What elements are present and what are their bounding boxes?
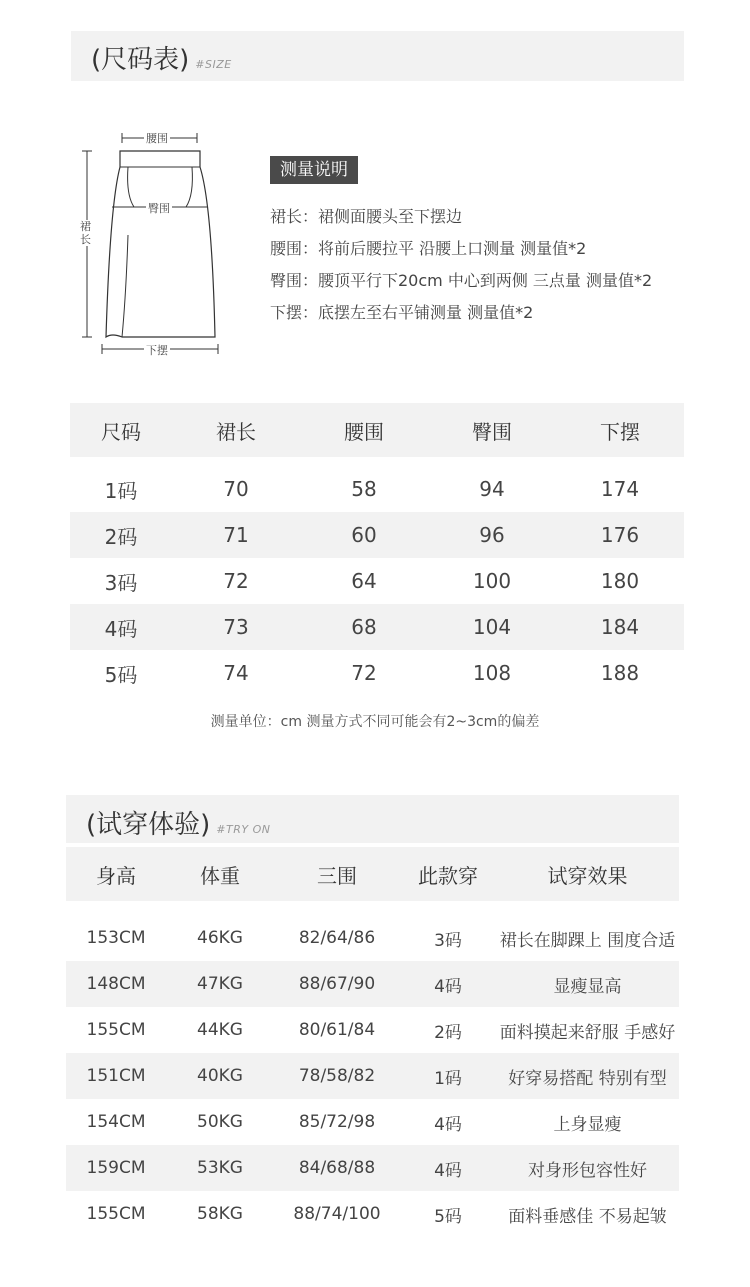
size-cell: 70	[223, 477, 249, 501]
table-row	[70, 650, 684, 696]
size-cell: 96	[479, 523, 505, 547]
tryon-cell: 85/72/98	[298, 1112, 376, 1132]
tryon-cell: 78/58/82	[298, 1066, 376, 1086]
tryon-cell: 40KG	[197, 1066, 243, 1086]
size-header-cell: 下摆	[600, 419, 640, 444]
diagram-label-waist: 腰围	[146, 132, 168, 145]
tryon-cell: 80/61/84	[298, 1020, 376, 1040]
tryon-cell: 151CM	[86, 1066, 146, 1086]
size-cell: 174	[600, 477, 640, 501]
measure-unit-note: 测量单位：cm 测量方式不同可能会有2~3cm的偏差	[210, 714, 540, 730]
size-section-header	[71, 31, 684, 81]
size-section-title: (尺码表)	[91, 45, 190, 75]
measure-item-waist: 腰围：将前后腰拉平 沿腰上口测量 测量值*2	[270, 239, 587, 258]
tryon-cell: 5码	[434, 1206, 462, 1227]
tryon-cell: 153CM	[86, 928, 146, 948]
tryon-cell: 82/64/86	[298, 928, 376, 948]
measure-item-hem: 下摆：底摆左至右平铺测量 测量值*2	[270, 303, 534, 322]
measure-item-hip: 臀围：腰顶平行下20cm 中心到两侧 三点量 测量值*2	[270, 271, 653, 290]
size-cell: 180	[600, 569, 640, 593]
table-row	[66, 1191, 679, 1237]
tryon-section-header	[66, 795, 679, 843]
size-cell: 58	[351, 477, 377, 501]
table-row	[66, 1007, 679, 1053]
size-cell: 68	[351, 615, 377, 639]
table-row	[70, 558, 684, 604]
tryon-table-header	[66, 847, 679, 901]
size-cell: 72	[351, 661, 377, 685]
table-row	[66, 1145, 679, 1191]
table-row	[66, 961, 679, 1007]
size-cell: 188	[600, 661, 640, 685]
tryon-cell: 4码	[434, 1160, 462, 1181]
tryon-cell: 显瘦显高	[553, 976, 622, 997]
tryon-cell: 154CM	[86, 1112, 146, 1132]
tryon-cell: 53KG	[197, 1158, 243, 1178]
size-cell: 108	[472, 661, 512, 685]
tryon-cell: 44KG	[197, 1020, 243, 1040]
tryon-cell: 159CM	[86, 1158, 146, 1178]
tryon-section-title: (试穿体验)	[86, 810, 211, 840]
table-row	[66, 1053, 679, 1099]
size-cell: 2码	[104, 524, 138, 549]
tryon-cell: 88/74/100	[293, 1204, 381, 1224]
size-cell: 72	[223, 569, 249, 593]
size-header-cell: 臀围	[472, 419, 512, 444]
tryon-cell: 4码	[434, 1114, 462, 1135]
diagram-label-length: 裙长	[80, 220, 91, 246]
tryon-cell: 84/68/88	[298, 1158, 376, 1178]
table-row	[70, 466, 684, 512]
size-header-cell: 腰围	[344, 419, 384, 444]
tryon-cell: 46KG	[197, 928, 243, 948]
measure-item-length: 裙长：裙侧面腰头至下摆边	[270, 207, 463, 226]
size-cell: 4码	[104, 616, 138, 641]
size-cell: 100	[472, 569, 512, 593]
tryon-cell: 155CM	[86, 1020, 146, 1040]
tryon-cell: 4码	[434, 976, 462, 997]
table-row	[66, 915, 679, 961]
size-cell: 5码	[104, 662, 138, 687]
tryon-cell: 2码	[434, 1022, 462, 1043]
tryon-section-subtitle: #TRY ON	[216, 823, 271, 836]
table-row	[70, 604, 684, 650]
tryon-cell: 面料垂感佳 不易起皱	[508, 1206, 667, 1227]
size-cell: 3码	[104, 570, 138, 595]
diagram-label-hip: 臀围	[148, 202, 170, 215]
size-cell: 64	[351, 569, 377, 593]
size-cell: 73	[223, 615, 249, 639]
tryon-cell: 面料摸起来舒服 手感好	[499, 1022, 676, 1043]
size-cell: 104	[472, 615, 512, 639]
size-cell: 184	[600, 615, 640, 639]
tryon-cell: 148CM	[86, 974, 146, 994]
size-cell: 74	[223, 661, 249, 685]
tryon-cell: 对身形包容性好	[528, 1160, 647, 1181]
diagram-label-hem: 下摆	[146, 344, 168, 357]
tryon-cell: 裙长在脚踝上 围度合适	[499, 930, 676, 951]
tryon-header-cell: 体重	[200, 863, 240, 888]
size-section-subtitle: #SIZE	[195, 58, 232, 71]
table-row	[70, 512, 684, 558]
skirt-measurement-diagram	[76, 125, 226, 360]
tryon-cell: 3码	[434, 930, 462, 951]
table-row	[66, 1099, 679, 1145]
tryon-header-cell: 三围	[317, 863, 357, 888]
tryon-cell: 1码	[434, 1068, 462, 1089]
tryon-header-cell: 试穿效果	[547, 863, 628, 888]
tryon-cell: 155CM	[86, 1204, 146, 1224]
size-cell: 94	[479, 477, 505, 501]
tryon-cell: 好穿易搭配 特别有型	[508, 1068, 667, 1089]
size-cell: 60	[351, 523, 377, 547]
tryon-cell: 88/67/90	[298, 974, 376, 994]
tryon-cell: 47KG	[197, 974, 243, 994]
tryon-header-cell: 此款穿	[418, 863, 478, 888]
size-cell: 176	[600, 523, 640, 547]
size-header-cell: 尺码	[101, 419, 141, 444]
tryon-cell: 上身显瘦	[553, 1114, 622, 1135]
tryon-header-cell: 身高	[96, 863, 136, 888]
tryon-cell: 50KG	[197, 1112, 243, 1132]
measure-instructions-badge: 测量说明	[270, 156, 358, 184]
tryon-cell: 58KG	[197, 1204, 243, 1224]
size-cell: 1码	[104, 478, 138, 503]
size-table-header	[70, 403, 684, 457]
size-header-cell: 裙长	[216, 419, 256, 444]
size-cell: 71	[223, 523, 249, 547]
